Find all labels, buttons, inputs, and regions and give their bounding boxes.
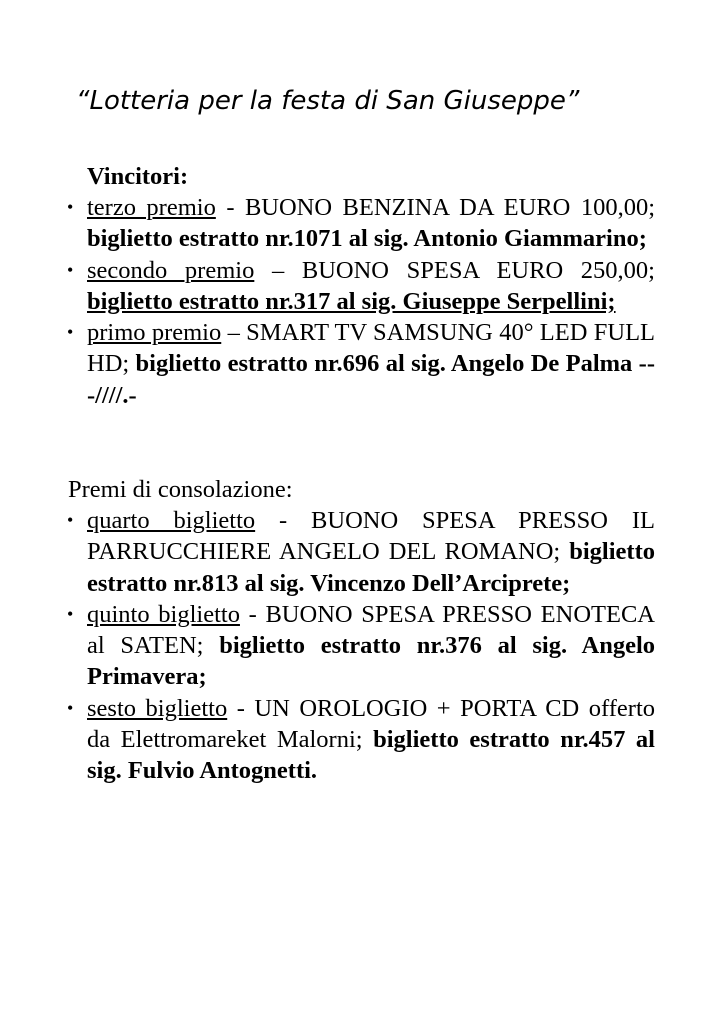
prize-description: - BUONO SPESA PRESSO IL PARRUCCHIERE ANGELO DEL ROMANO; (87, 507, 655, 566)
list-item-primo-premio (67, 317, 655, 411)
prize-label: primo premio (87, 319, 222, 347)
bullet-icon: • (67, 697, 74, 718)
winning-ticket: biglietto estratto nr.1071 al sig. Antonio Giammarino; (87, 225, 647, 253)
prize-label: terzo premio (87, 194, 216, 221)
list-item-terzo-premio (67, 192, 655, 255)
document-title: “Lotteria per la festa di San Giuseppe” (76, 86, 580, 116)
bullet-icon: • (67, 197, 74, 217)
consolation-list (67, 505, 655, 787)
prize-description: - BUONO SPESA PRESSO ENOTECA al SATEN; (87, 600, 655, 660)
bullet-icon: • (67, 322, 74, 343)
prize-label: quarto biglietto (87, 507, 256, 534)
winning-ticket: biglietto estratto nr.376 al sig. Angelo Primavera; (87, 632, 656, 691)
winning-ticket: biglietto estratto nr.813 al sig. Vincenzo Dell’Arciprete; (87, 538, 655, 597)
prize-label: sesto biglietto (87, 694, 228, 722)
bullet-icon: • (67, 603, 74, 624)
list-item-quarto-biglietto (67, 505, 655, 599)
bullet-icon: • (67, 259, 74, 280)
prize-description: - UN OROLOGIO + PORTA CD offerto da Elettromareket Malorni; (87, 694, 655, 754)
winners-heading: Vincitori: (87, 163, 189, 190)
prize-description: – BUONO SPESA EURO 250,00; (254, 256, 655, 284)
winners-list (67, 192, 655, 411)
winning-ticket: biglietto estratto nr.696 al sig. Angelo De Palma ---////.- (87, 350, 655, 409)
prize-description: - BUONO BENZINA DA EURO 100,00; (215, 194, 655, 221)
prize-description: – SMART TV SAMSUNG 40° LED FULL HD; (87, 319, 656, 378)
winning-ticket: biglietto estratto nr.457 al sig. Fulvio Antognetti. (87, 726, 655, 785)
list-item-quinto-biglietto (67, 599, 655, 693)
prize-label: secondo premio (87, 256, 255, 284)
list-item-secondo-premio (67, 255, 655, 318)
consolation-heading: Premi di consolazione: (68, 476, 293, 503)
list-item-sesto-biglietto (67, 693, 655, 787)
winning-ticket: biglietto estratto nr.317 al sig. Giuseppe Serpellini; (87, 287, 616, 315)
prize-label: quinto biglietto (87, 600, 240, 628)
bullet-icon: • (67, 510, 74, 530)
